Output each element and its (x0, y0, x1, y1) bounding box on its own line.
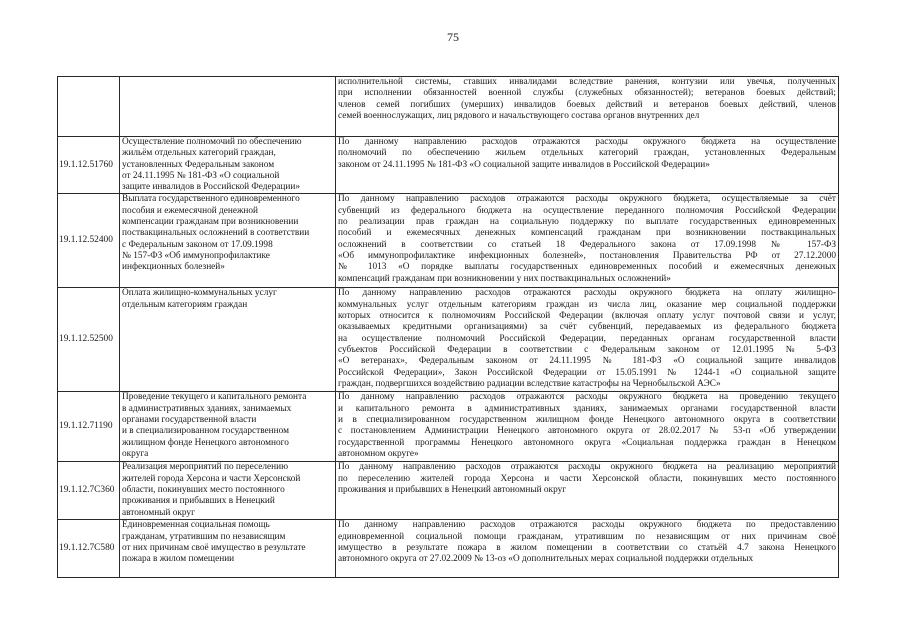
expense-name-line: защите инвалидов в Российской Федерации» (122, 182, 300, 193)
expense-name-line: от 24.11.1995 № 181-ФЗ «О социальной (122, 170, 280, 181)
expense-code-cell: 19.1.12.52500 (58, 288, 120, 392)
expense-name-cell (120, 288, 336, 392)
expense-description-line: По данному направлению расходов отражаются расходы окружного бюджета на реализацию мероприятий (338, 462, 836, 473)
expense-description-line: «Об иммунопрофилактике инфекционных болезней», постановления Правительства РФ от 27.12.2000 (338, 250, 836, 261)
expense-description-line: пособий и ежемесячных денежных компенсаций гражданам при возникновении поствакцинальных (338, 228, 836, 239)
expense-code-cell: 19.1.12.7С360 (58, 462, 120, 520)
expense-description-line: единовременной социальной помощи гражданам, утратившим по независящим от них причинам своё (338, 531, 836, 542)
expense-name-cell (120, 194, 336, 288)
expense-description-line: автономного округа от 27.02.2009 № 13-оз «О дополнительных мерах социальной поддержки отдельных (338, 554, 754, 565)
expense-description-cell (336, 194, 839, 288)
expense-description-cell (336, 462, 839, 520)
table-row (58, 137, 839, 194)
expense-description-line: По данному направлению расходов отражаются расходы окружного бюджета, осуществляемые за счёт (338, 194, 836, 205)
table-row (58, 194, 839, 288)
expense-name-line: Реализация мероприятий по переселению (122, 462, 289, 473)
table-row (58, 520, 839, 578)
expense-description-line: при исполнении обязанностей военной службы (служебных обязанностей); ветеранов боевых действий; (338, 88, 836, 99)
expense-name-line: с Федеральным законом от 17.09.1998 (122, 239, 273, 250)
expense-name-line: поствакцинальных осложнений в соответствии (122, 228, 310, 239)
expense-description-line: имущество в результате пожара в жилом помещении в соответствии со статьёй 4.7 закона Ненецкого (338, 543, 836, 554)
expense-description-line: по переселению жителей города Херсона и части Херсонской области, покинувших место постоянного (338, 473, 836, 484)
page-number: 75 (447, 30, 459, 44)
expense-description-cell (336, 137, 839, 194)
expense-name-line: инфекционных болезней» (122, 262, 225, 273)
expense-code-cell: 19.1.12.7С580 (58, 520, 120, 578)
table-row (58, 288, 839, 392)
expense-name-line: компенсации гражданам при возникновении (122, 217, 299, 228)
expense-description-line: субвенций из федерального бюджета на осуществление переданного полномочия Российской Федерации (338, 205, 836, 216)
expense-description-line: граждан, подвергшихся воздействию радиации вследствие катастрофы на Чернобыльской АЭС» (338, 378, 721, 389)
expense-name-cell (120, 392, 336, 462)
expense-description-line: государственной программы Ненецкого автономного округа «Социальная поддержка граждан в Ненецком (338, 437, 836, 448)
expense-name-line: гражданам, утратившим по независящим (122, 531, 286, 542)
expense-code-cell: 19.1.12.51760 (58, 137, 120, 194)
expense-name-line: Проведение текущего и капитального ремонта (122, 392, 307, 403)
expense-code-cell: 19.1.12.52400 (58, 194, 120, 288)
expense-description-line: По данному направлению расходов отражаются расходы окружного бюджета на проведению текущего (338, 392, 836, 403)
expense-name-line: округа (122, 448, 149, 459)
expense-name-line: и в специализированном государственном (122, 426, 289, 437)
expense-description-line: Российской Федерации», Закон Российской Федерации от 15.05.1991 № 1244-1 «О социальной защите (338, 367, 836, 378)
table-row (58, 77, 839, 137)
expense-name-line: жителей города Херсона и части Херсонской (122, 473, 301, 484)
expense-description-line: По данному направлению расходов отражаются расходы окружного бюджета на осуществление (338, 137, 836, 147)
expense-name-cell (120, 137, 336, 194)
expense-name-line: органами государственной власти (122, 415, 257, 426)
expense-description-line: осложнений в соответствии со статьей 18 Федерального закона от 17.09.1998 № 157-ФЗ (338, 239, 836, 250)
expense-description-line: и в специализированном государственном жилищном фонде Ненецкого автономного округа в соответствии (338, 415, 836, 426)
expense-description-line: семей военнослужащих, лиц рядового и начальствующего состава органов внутренних дел (338, 110, 700, 121)
expense-description-line: полномочий по обеспечению жильем отдельных категорий граждан, установленных Федеральным (338, 148, 836, 159)
expense-description-cell (336, 77, 839, 137)
expense-name-line: Осуществление полномочий по обеспечению (122, 137, 302, 147)
expense-description-line: законом от 24.11.1995 № 181-ФЗ «О социальной защите инвалидов в Российской Федерации» (338, 159, 710, 170)
expense-description-cell (336, 288, 839, 392)
expense-name-line: от них причинам своё имущество в результате (122, 543, 306, 554)
expense-directions-table (57, 76, 839, 578)
expense-description-line: и капитального ремонта в административных зданиях, занимаемых органами государственной власти (338, 403, 836, 414)
expense-name-line: отдельным категориям граждан (122, 299, 248, 310)
expense-description-line: членов семей погибших (умерших) инвалидов боевых действий и ветеранов боевых действий, членов (338, 99, 836, 110)
expense-name-line: № 157-ФЗ «Об иммунопрофилактике (122, 250, 270, 261)
expense-description-cell (336, 392, 839, 462)
expense-description-line: на осуществление полномочий Российской Федерации, переданных органам государственной власти (338, 333, 836, 344)
expense-name-line: проживания и прибывших в Ненецкий (122, 496, 275, 507)
expense-description-line: «О ветеранах», Федеральным законом от 24.11.1995 № 181-ФЗ «О социальной защите инвалидов (338, 356, 836, 367)
expense-description-line: которых относится к полномочиям Российской Федерации (включая оплату услуг почтовой связи и услуг, (338, 311, 836, 322)
expense-name-cell (120, 462, 336, 520)
expense-name-cell (120, 77, 336, 137)
expense-description-line: По данному направлению расходов отражаются расходы окружного бюджета по предоставлению (338, 520, 836, 531)
expense-description-line: по реализации прав граждан на социальную поддержку по выплате государственных единовременных (338, 217, 836, 228)
expense-name-line: установленных Федеральным законом (122, 159, 275, 170)
expense-description-line: № 1013 «О порядке выплаты государственных единовременных пособий и ежемесячных денежных (338, 262, 836, 273)
expense-name-line: области, покинувших место постоянного (122, 485, 285, 496)
expense-description-line: автономном округе» (338, 448, 419, 459)
expense-description-line: компенсаций гражданам при возникновении у них поствакцинальных осложнений» (338, 273, 671, 284)
expense-description-line: проживания и прибывших в Ненецкий автономный округ (338, 485, 567, 496)
expense-code-cell (58, 77, 120, 137)
expense-name-line: жилищном фонде Ненецкого автономного (122, 437, 289, 448)
expense-name-line: автономный округ (122, 507, 195, 518)
table-row (58, 392, 839, 462)
expense-name-line: пособия и ежемесячной денежной (122, 205, 259, 216)
expense-name-cell (120, 520, 336, 578)
expense-name-line: в административных зданиях, занимаемых (122, 403, 292, 414)
expense-description-line: с постановлением Администрации Ненецкого автономного округа от 28.02.2017 № 53-п «Об утверждении (338, 426, 836, 437)
expense-description-line: оказываемых кредитными организациями) за счёт субвенций, передаваемых из федерального бюджета (338, 322, 836, 333)
expense-description-line: субъектов Российской Федерации в соответствии с Федеральным законом от 12.01.1995 № 5-ФЗ (338, 344, 836, 355)
expense-description-cell (336, 520, 839, 578)
table-row (58, 462, 839, 520)
expense-description-line: коммунальных услуг отдельным категориям граждан из числа лиц, оказание мер социальной поддержки (338, 299, 836, 310)
expense-name-line: жильём отдельных категорий граждан, (122, 148, 276, 159)
expense-name-line: Оплата жилищно-коммунальных услуг (122, 288, 277, 299)
expense-name-line: Единовременная социальная помощь (122, 520, 270, 531)
expense-name-line: пожара в жилом помещении (122, 554, 235, 565)
expense-code-cell: 19.1.12.71190 (58, 392, 120, 462)
expense-description-line: По данному направлению расходов отражаются расходы окружного бюджета на оплату жилищно- (338, 288, 836, 299)
expense-name-line: Выплата государственного единовременного (122, 194, 300, 205)
expense-description-line: исполнительной системы, ставших инвалидами вследствие ранения, контузии или увечья, полученных (338, 77, 836, 87)
